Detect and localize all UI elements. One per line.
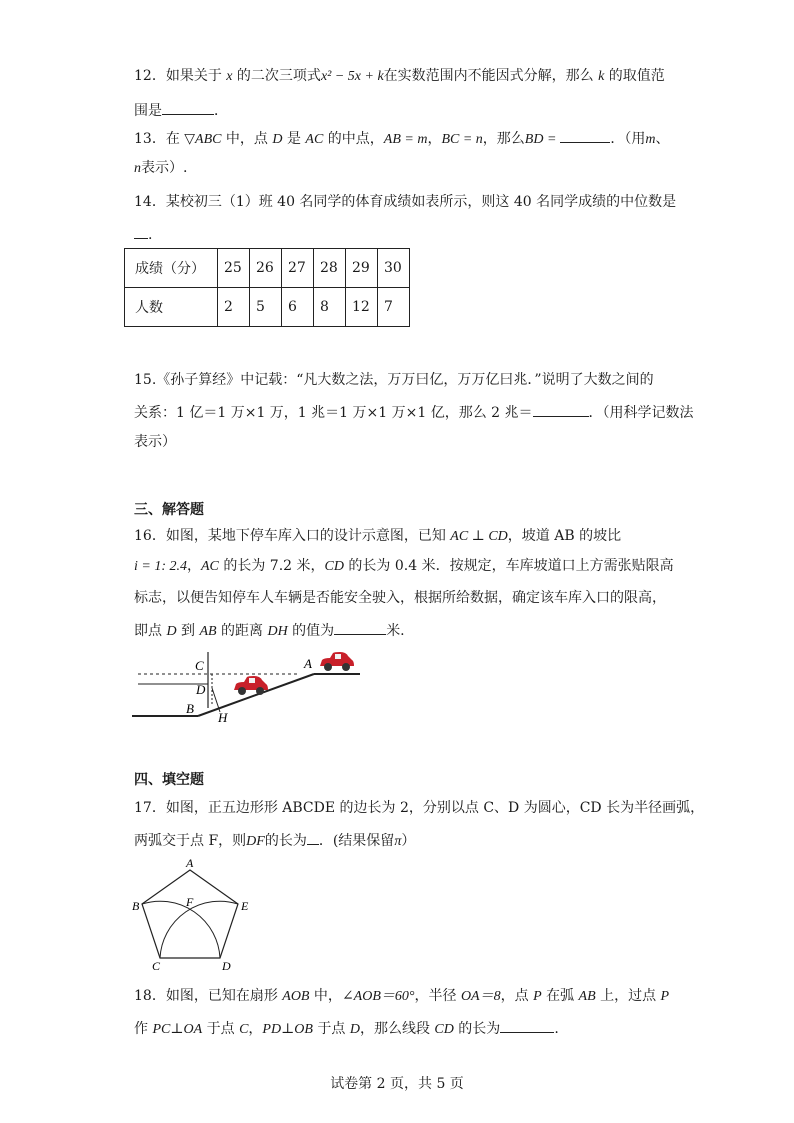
q13-text: ， [427, 131, 442, 147]
perpendicular-ac-cd: AC ⊥ CD [450, 529, 508, 544]
q18-text: ， [248, 1021, 263, 1037]
q18-text: ，点 [500, 988, 534, 1004]
answer-blank-18[interactable] [500, 1018, 554, 1033]
q18-text: ，半径 [414, 988, 461, 1004]
label-c: C [152, 959, 161, 973]
perpendicular-pc: PC⊥OA [152, 1022, 203, 1037]
table-cell: 26 [250, 249, 282, 288]
table-cell: 28 [314, 249, 346, 288]
table-cell: 2 [218, 288, 250, 327]
segment-dh: DH [267, 624, 288, 639]
point-d: D [272, 132, 283, 147]
segment-ab: AB [199, 624, 217, 639]
q16-line3 [134, 588, 666, 608]
q18-text: . [554, 1021, 559, 1037]
vector-bc: BC = n [441, 132, 483, 147]
arc-from-c [142, 901, 220, 958]
q15-text: 关系：1 亿＝1 万×1 万，1 兆＝1 万×1 万×1 亿，那么 2 兆＝ [134, 405, 533, 421]
q12-text: 围是 [134, 103, 162, 119]
label-e: E [241, 899, 249, 913]
q15-line1 [134, 370, 654, 390]
parking-ramp-figure [130, 650, 370, 730]
q16-text: 的距离 [216, 623, 268, 639]
q16-line2 [134, 556, 674, 577]
table-cell: 6 [282, 288, 314, 327]
section-heading-4: 四、填空题 [134, 772, 204, 788]
q18-line1 [134, 986, 669, 1007]
q13-line2 [134, 158, 187, 179]
answer-blank-12[interactable] [162, 100, 214, 115]
q18-text: 中， [309, 988, 342, 1004]
table-cell: 8 [314, 288, 346, 327]
q16-text: 标志，以便告知停车人车辆是否能安全驶入，根据所给数据，确定该车库入口的限高， [134, 590, 666, 606]
q12-text: 12．如果关于 [134, 68, 227, 84]
q18-line2 [134, 1018, 559, 1040]
q16-line4 [134, 620, 405, 642]
q17-text: 的长为 [264, 833, 307, 849]
angle-aob: ∠AOB＝60° [341, 989, 415, 1004]
page-footer: 试卷第 2 页，共 5 页 [330, 1076, 464, 1092]
q12-text: ． [214, 103, 228, 119]
q18-text: 18．如图，已知在扇形 [134, 988, 283, 1004]
pentagon-figure [130, 858, 260, 974]
q16-text: ， [187, 558, 201, 574]
segment-cd: CD [324, 559, 344, 574]
var-m: m [645, 132, 656, 147]
q18-text: 作 [134, 1021, 153, 1037]
answer-blank-14[interactable] [134, 224, 148, 239]
q18-text: 于点 [202, 1021, 240, 1037]
q16-text: ，坡道 AB 的坡比 [507, 528, 622, 544]
q12-line2 [134, 100, 228, 121]
label-a: A [186, 858, 194, 870]
q17-line2 [134, 830, 415, 852]
point-p: P [533, 989, 542, 1004]
scores-table [124, 248, 410, 327]
table-header: 人数 [125, 288, 218, 327]
perpendicular-pd: PD⊥OB [262, 1022, 313, 1037]
q12-text: 的取值范 [604, 68, 665, 84]
q17-text: 两弧交于点 F，则 [134, 833, 247, 849]
q14-text: 14．某校初三（1）班 40 名同学的体育成绩如表所示，则这 40 名同学成绩的中位数是 [134, 194, 677, 210]
car-icon [320, 652, 354, 671]
car-icon [234, 676, 268, 695]
answer-blank-16[interactable] [334, 620, 386, 635]
q16-text: 到 [176, 623, 200, 639]
segment-cd: CD [434, 1022, 454, 1037]
q13-text: 是 [282, 131, 306, 147]
q16-text: 即点 [134, 623, 167, 639]
table-header: 成绩（分） [125, 249, 218, 288]
q17-line1 [134, 798, 704, 818]
vector-bd: BD = [524, 132, 557, 147]
q14-line1 [134, 192, 676, 212]
q18-text: 于点 [312, 1021, 350, 1037]
q16-text: 16．如图，某地下停车库入口的设计示意图，已知 [134, 528, 451, 544]
point-p: P [660, 989, 670, 1004]
label-a: A [304, 656, 312, 671]
q18-text: 的长为 [453, 1021, 501, 1037]
q13-text: 表示）. [141, 160, 188, 176]
q15-text: ．（用科学记数法 [588, 405, 694, 421]
answer-blank-15[interactable] [533, 402, 589, 417]
slope-ratio: i = 1: 2.4 [134, 559, 187, 574]
q13-text: ．（用 [610, 131, 646, 147]
q15-text: 15.《孙子算经》中记载：“凡大数之法，万万曰亿，万万亿曰兆．”说明了大数之间的 [134, 372, 654, 388]
q16-text: 的长为 7.2 米， [218, 558, 325, 574]
arc-df: DF [246, 834, 265, 849]
q17-text: ） [401, 833, 416, 849]
table-cell: 7 [378, 288, 410, 327]
answer-blank-17[interactable] [307, 830, 319, 845]
triangle-abc: ▽ABC [184, 132, 222, 147]
q16-text: 的长为 0.4 米．按规定，车库坡道口上方需张贴限高 [343, 558, 674, 574]
table-cell: 25 [218, 249, 250, 288]
table-row [125, 249, 410, 288]
q17-text: ．(结果保留 [318, 833, 395, 849]
var-k: k [598, 69, 605, 84]
table-cell: 5 [250, 288, 282, 327]
point-c: C [239, 1022, 249, 1037]
label-b: B [132, 899, 140, 913]
q13-text: 、 [655, 131, 670, 147]
q12-text: 的二次三项式 [232, 68, 321, 84]
q14-text: . [148, 227, 153, 243]
q13-text: 中，点 [221, 131, 273, 147]
label-f: F [186, 895, 194, 909]
q13-text: ，那么 [482, 131, 525, 147]
point-d: D [166, 624, 177, 639]
q18-text: 在弧 [541, 988, 579, 1004]
arc-from-d [160, 901, 238, 958]
point-d: D [349, 1022, 360, 1037]
arc-ab: AB [578, 989, 596, 1004]
polynomial: x² − 5x + k [320, 69, 384, 84]
var-x: x [226, 69, 233, 84]
section-heading-3: 三、解答题 [134, 502, 204, 518]
table-cell: 27 [282, 249, 314, 288]
label-h: H [218, 710, 228, 725]
q17-text: 17．如图，正五边形形 ABCDE 的边长为 2，分别以点 C、D 为圆心，CD 长为半径画弧， [134, 800, 705, 816]
pentagon-shape [142, 870, 238, 958]
q13-text: 的中点， [323, 131, 384, 147]
vector-ab: AB = m [383, 132, 428, 147]
q14-line2 [134, 224, 152, 245]
table-cell: 30 [378, 249, 410, 288]
answer-blank-13[interactable] [560, 128, 610, 143]
q16-line1 [134, 526, 621, 547]
label-c: C [195, 658, 204, 673]
q12-line1 [134, 66, 665, 87]
q18-text: 上，过点 [595, 988, 661, 1004]
label-b: B [186, 701, 194, 716]
table-cell: 12 [346, 288, 378, 327]
q16-text: 的值为 [287, 623, 335, 639]
radius-oa: OA＝8 [460, 989, 501, 1004]
q13-line1 [134, 128, 670, 150]
q15-text: 表示） [134, 434, 176, 450]
pi-symbol: π [394, 834, 402, 849]
q13-text: 13．在 [134, 131, 185, 147]
q15-line3 [134, 432, 176, 452]
q15-line2 [134, 402, 694, 423]
q16-text: 米. [386, 623, 405, 639]
label-d: D [222, 959, 231, 973]
q18-text: ，那么线段 [359, 1021, 435, 1037]
segment-ac: AC [305, 132, 324, 147]
q12-text: 在实数范围内不能因式分解，那么 [383, 68, 599, 84]
label-d: D [196, 682, 206, 697]
segment-ac: AC [201, 559, 219, 574]
table-row [125, 288, 410, 327]
sector-aob: AOB [282, 989, 310, 1004]
table-cell: 29 [346, 249, 378, 288]
var-n: n [134, 161, 141, 176]
